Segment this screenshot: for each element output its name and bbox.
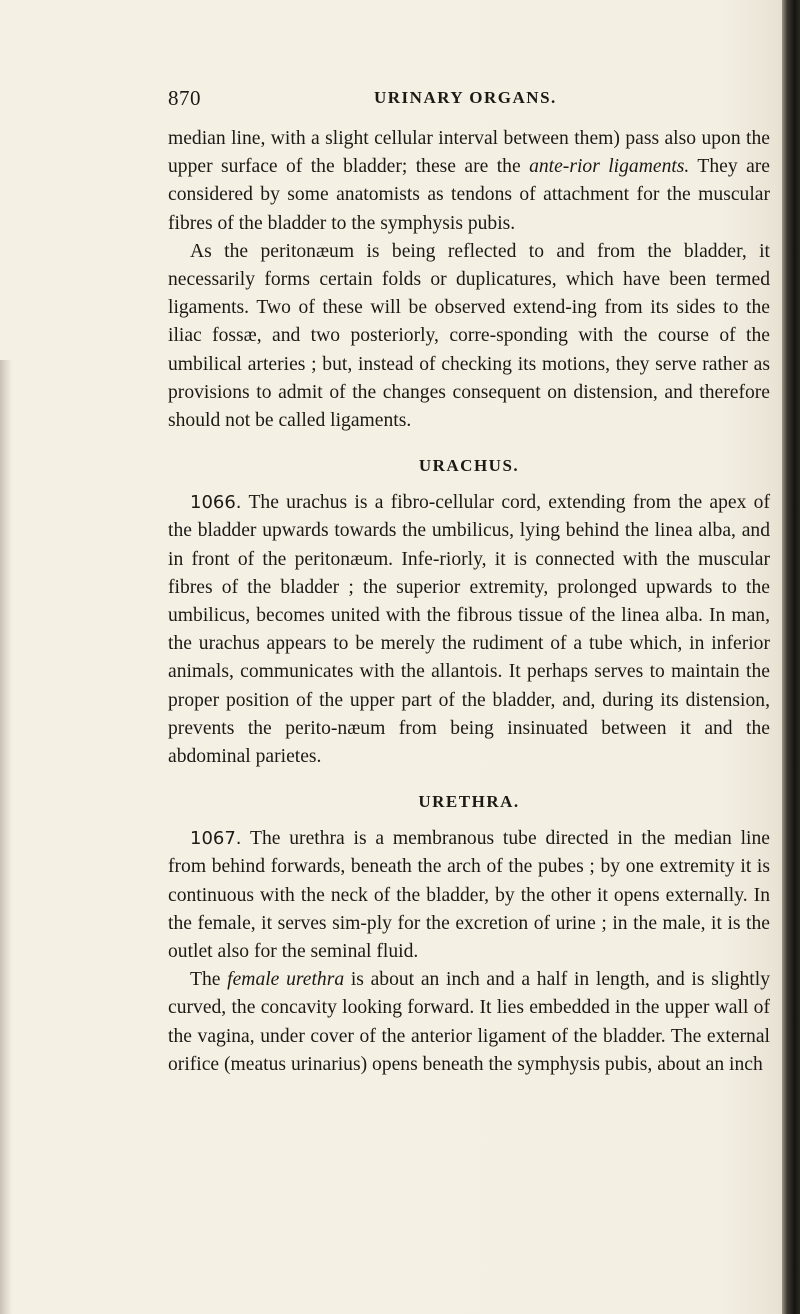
paragraph-text: The <box>190 969 228 991</box>
paragraph-text: is about an inch and a half in length, and is slightly curved, the concavity looking forward. It lies embedded in the upper wall of the vagina, under cover of the anterior ligament of the bladder. The external orifice (meatus urinarius) opens beneath the symphysis pubis, about an inch <box>168 969 770 1075</box>
page-body <box>168 125 770 1079</box>
paragraph-number: 1067. <box>190 828 242 850</box>
paragraph-text: They are considered by some anatomists as tendons of attachment for the muscular fibres of the bladder to the symphysis pubis. <box>168 156 770 234</box>
page-number: 870 <box>168 86 201 110</box>
italic-term-female-urethra: female urethra <box>227 969 345 991</box>
paragraph-number: 1066. <box>190 492 242 514</box>
italic-term-anterior-ligaments: ante-rior ligaments. <box>529 156 690 178</box>
paragraph-female-urethra <box>168 966 770 1079</box>
page-gutter-shadow <box>0 360 12 1314</box>
paragraph-urachus <box>168 489 770 771</box>
paragraph-text: The urachus is a fibro-cellular cord, extending from the apex of the bladder upwards towards the umbilicus, lying behind the linea alba, and in front of the peritonæum. Infe-riorly, it is connected with the muscular fibres of the bladder ; the superior extremity, prolonged upwards to the umbilicus, becomes united with the fibrous tissue of the linea alba. In man, the urachus appears to be merely the rudiment of a tube which, in inferior animals, communicates with the allantois. It perhaps serves to maintain the proper position of the upper part of the bladder, and, during its distension, prevents the perito-næum from being insinuated between it and the abdominal parietes. <box>168 492 770 768</box>
paragraph-text: median line, with a slight cellular interval between them) pass also upon the upper surface of the bladder; these are the <box>168 128 770 178</box>
paragraph-peritoneum-folds: As the peritonæum is being reflected to and from the bladder, it necessarily forms certain folds or duplicatures, which have been termed ligaments. Two of these will be observed extend-ing from its sides to the iliac fossæ, and two posteriorly, corre-sponding with the course of the umbilical arteries ; but, instead of checking its motions, they serve rather as provisions to admit of the changes consequent on distension, and therefore should not be called ligaments. <box>168 240 770 432</box>
running-head: URINARY ORGANS. <box>374 88 557 107</box>
section-heading-urethra: URETHRA. <box>418 792 520 812</box>
section-heading-urachus: URACHUS. <box>418 456 520 476</box>
paragraph-urethra <box>168 825 770 966</box>
paragraph-ligaments-continued <box>168 125 770 238</box>
paragraph-text: The urethra is a membranous tube directed in the median line from behind forwards, beneath the arch of the pubes ; by one extremity it is continuous with the neck of the bladder, by the other it opens externally. In the female, it serves sim-ply for the excretion of urine ; in the male, it is the outlet also for the seminal fluid. <box>168 828 770 963</box>
page-edge-shadow <box>782 0 800 1314</box>
page-header <box>168 86 768 116</box>
